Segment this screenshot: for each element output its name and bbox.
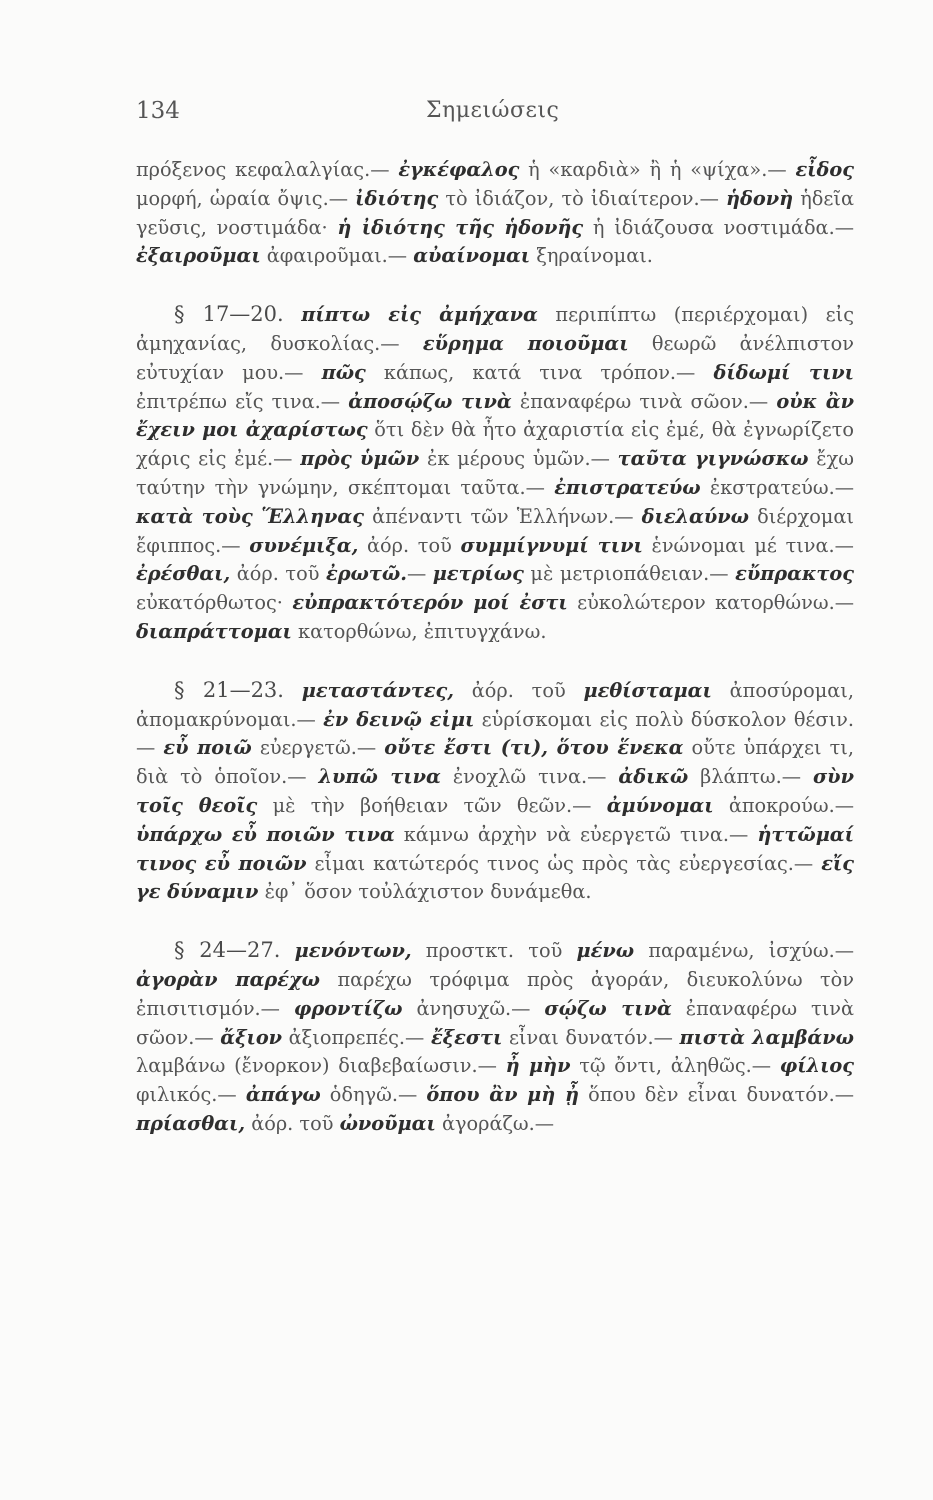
gloss-text: ἐνοχλῶ τινα.— xyxy=(440,765,607,789)
headword: εὕρημα ποιοῦμαι xyxy=(422,331,629,355)
headword: μεθίσταμαι xyxy=(583,678,712,702)
headword: διελαύνω xyxy=(641,504,750,528)
headword: ἄξιον xyxy=(220,1025,283,1049)
headword: ἡδονὴ xyxy=(726,186,794,210)
gloss-text: ὅπου δὲν εἶναι δυνατόν.— xyxy=(578,1083,854,1107)
headword: εἴς γε δύναμιν xyxy=(136,851,854,904)
gloss-text: μὲ μετριοπάθειαν.— xyxy=(523,562,729,586)
gloss-text: ἀφαιροῦμαι.— xyxy=(260,244,408,268)
headword: ἀδικῶ xyxy=(618,765,689,789)
section-reference: § 24—27. xyxy=(174,938,281,963)
gloss-text: ὅτι δὲν θὰ ἦτο ἀχαριστία εἰς ἐμέ, θὰ ἐγνωρίζετο χάρις εἰς ἐμέ.— xyxy=(136,418,854,471)
running-title: Σημειώσεις xyxy=(426,98,560,123)
gloss-text: ἐπαναφέρω τινὰ σῶον.— xyxy=(136,996,854,1049)
gloss-text: ἐκ μέρους ὑμῶν.— xyxy=(419,447,610,471)
gloss-text: τὸ ἰδιάζον, τὸ ἰδιαίτερον.— xyxy=(438,186,719,210)
gloss-text: ἐφ᾽ ὅσον τοὐλάχιστον δυνάμεθα. xyxy=(258,880,592,904)
headword: ἀγορὰν παρέχω xyxy=(136,967,321,991)
gloss-text: κάπως, κατά τινα τρόπον.— xyxy=(365,360,696,384)
gloss-text: εἶμαι κατώτερός τινος ὡς πρὸς τὰς εὐεργεσίας.— xyxy=(306,851,814,875)
headword: φίλιος xyxy=(779,1054,855,1078)
gloss-text: κατορθώνω, ἐπιτυγχάνω. xyxy=(291,619,547,643)
headword: πιστὰ λαμβάνω xyxy=(679,1025,854,1049)
gloss-text: εὐεργετῶ.— xyxy=(251,736,377,760)
headword: ἡ ἰδιότης τῆς ἡδονῆς xyxy=(337,215,584,239)
headword: σὺν τοῖς θεοῖς xyxy=(136,765,854,817)
headword: ἐπιστρατεύω xyxy=(554,475,701,499)
page-number: 134 xyxy=(136,98,180,124)
headword: πίπτω εἰς ἀμήχανα xyxy=(301,303,538,327)
gloss-text: ἡδεῖα γεῦσις, νοστιμάδα· xyxy=(136,186,854,239)
headword: μετρίως xyxy=(432,562,524,586)
gloss-text: διέρχομαι ἔφιππος.— xyxy=(136,504,854,557)
headword: ἀμύνομαι xyxy=(606,793,714,817)
headword: οὔτε ἔστι (τι), ὅτου ἕνεκα xyxy=(384,736,684,760)
gloss-text: ἡ ἰδιάζουσα νοστιμάδα.— xyxy=(583,215,854,239)
gloss-text: πρόξενος κεφαλαλγίας.— xyxy=(136,158,390,181)
gloss-text: εὑρίσκομαι εἰς πολὺ δύσκολον θέσιν.— xyxy=(136,707,854,760)
gloss-text: ἀξιοπρεπές.— xyxy=(282,1025,425,1049)
headword: εὔπρακτος xyxy=(735,562,854,586)
gloss-text: ἐπαναφέρω τινὰ σῶον.— xyxy=(511,389,769,413)
headword: ἰδιότης xyxy=(355,186,439,210)
gloss-text: εἶναι δυνατόν.— xyxy=(502,1025,673,1049)
headword: λυπῶ τινα xyxy=(318,765,441,789)
gloss-text: ἀγοράζω.— xyxy=(435,1111,555,1135)
headword: εἶδος xyxy=(795,158,854,181)
headword: συμμίγνυμί τινι xyxy=(460,533,643,557)
section-reference: § 17—20. xyxy=(174,302,284,327)
headword: μεταστάντες, xyxy=(301,678,454,702)
page-body xyxy=(136,156,854,1139)
headword: οὐκ ἂν ἔχειν μοι ἀχαρίστως xyxy=(136,389,854,442)
gloss-text: τῷ ὄντι, ἀληθῶς.— xyxy=(570,1054,772,1078)
headword: ἡττῶμαί τινος εὖ ποιῶν xyxy=(136,822,854,875)
headword: μένω xyxy=(576,939,635,963)
notes-paragraph xyxy=(136,936,854,1139)
gloss-text: εὐκατόρθωτος· xyxy=(136,591,283,615)
gloss-text: ἀπέναντι τῶν Ἑλλήνων.— xyxy=(364,504,634,528)
headword: ὠνοῦμαι xyxy=(339,1111,436,1135)
headword: ἐρωτῶ. xyxy=(326,562,407,586)
gloss-text: ἀόρ. τοῦ xyxy=(453,678,566,702)
headword: ἐγκέφαλος xyxy=(398,158,520,181)
gloss-text: περιπίπτω (περιέρχομαι) εἰς ἀμηχανίας, δυσκολίας.— xyxy=(136,303,855,355)
headword: ἀπάγω xyxy=(245,1083,321,1107)
gloss-text: βλάπτω.— xyxy=(688,765,802,789)
headword: ταῦτα γιγνώσκω xyxy=(617,447,809,471)
gloss-text: ἀνησυχῶ.— xyxy=(402,996,531,1020)
headword: δίδωμί τινι xyxy=(713,360,855,384)
gloss-text: ξηραίνομαι. xyxy=(530,244,653,268)
notes-paragraph xyxy=(136,156,854,271)
gloss-text: ἀόρ. τοῦ xyxy=(358,533,452,557)
gloss-text: ἀόρ. τοῦ xyxy=(245,1111,334,1135)
gloss-text: κάμνω ἀρχὴν νὰ εὐεργετῶ τινα.— xyxy=(394,822,749,846)
gloss-text: προστκτ. τοῦ xyxy=(411,939,563,963)
headword: ἐν δεινῷ εἰμι xyxy=(323,707,475,731)
gloss-text: θεωρῶ ἀνέλπιστον εὐτυχίαν μου.— xyxy=(136,331,854,384)
gloss-text: ἐκστρατεύω.— xyxy=(700,475,854,499)
headword: μενόντων, xyxy=(294,939,412,963)
headword: εὐπρακτότερόν μοί ἐστι xyxy=(292,591,568,615)
gloss-text: ἀποκρούω.— xyxy=(713,793,854,817)
headword: ὅπου ἂν μὴ ᾖ xyxy=(426,1083,579,1107)
gloss-text: λαμβάνω (ἔνορκον) διαβεβαίωσιν.— xyxy=(136,1054,497,1078)
headword: ἔξεστι xyxy=(430,1025,503,1049)
gloss-text: ἐπιτρέπω εἴς τινα.— xyxy=(136,389,341,413)
gloss-text: ἔχω ταύτην τὴν γνώμην, σκέπτομαι ταῦτα.— xyxy=(136,447,855,499)
headword: πρίασθαι, xyxy=(136,1111,246,1135)
section-reference: § 21—23. xyxy=(174,677,284,702)
headword: φροντίζω xyxy=(293,996,403,1020)
page-header xyxy=(136,98,836,138)
gloss-text: ἀόρ. τοῦ xyxy=(230,562,320,586)
headword: πῶς xyxy=(321,360,366,384)
headword: ἐρέσθαι, xyxy=(136,562,231,586)
gloss-text: οὔτε ὑπάρχει τι, διὰ τὸ ὁποῖον.— xyxy=(136,736,854,789)
headword: συνέμιξα, xyxy=(249,533,359,557)
gloss-text: εὐκολώτερον κατορθώνω.— xyxy=(567,591,854,615)
gloss-text: — xyxy=(406,562,427,586)
headword: ἦ μὴν xyxy=(505,1054,571,1078)
gloss-text: ἑνώνομαι μέ τινα.— xyxy=(642,533,854,557)
headword: εὖ ποιῶ xyxy=(163,736,252,760)
headword: κατὰ τοὺς Ἕλληνας xyxy=(136,504,364,528)
gloss-text: φιλικός.— xyxy=(136,1083,237,1107)
headword: σῴζω τινὰ xyxy=(544,996,672,1020)
headword: ὑπάρχω εὖ ποιῶν τινα xyxy=(136,822,395,846)
gloss-text: ἡ «καρδιὰ» ἢ ἡ «ψίχα».— xyxy=(519,158,787,181)
gloss-text: παραμένω, ἰσχύω.— xyxy=(634,939,854,963)
gloss-text: μορφή, ὡραία ὄψις.— xyxy=(136,186,349,210)
headword: ἀποσῴζω τινὰ xyxy=(348,389,512,413)
headword: διαπράττομαι xyxy=(136,619,292,643)
gloss-text: παρέχω τρόφιμα πρὸς ἀγοράν, διευκολύνω τὸν ἐπισιτισμόν.— xyxy=(136,967,854,1020)
headword: αὐαίνομαι xyxy=(413,244,531,268)
gloss-text: μὲ τὴν βοήθειαν τῶν θεῶν.— xyxy=(257,793,592,817)
notes-paragraph xyxy=(136,300,854,647)
gloss-text: ἀποσύρομαι, ἀπομακρύνομαι.— xyxy=(136,678,854,731)
gloss-text: ὁδηγῶ.— xyxy=(320,1083,418,1107)
notes-paragraph xyxy=(136,676,854,907)
headword: πρὸς ὑμῶν xyxy=(300,447,420,471)
headword: ἐξαιροῦμαι xyxy=(136,244,261,268)
